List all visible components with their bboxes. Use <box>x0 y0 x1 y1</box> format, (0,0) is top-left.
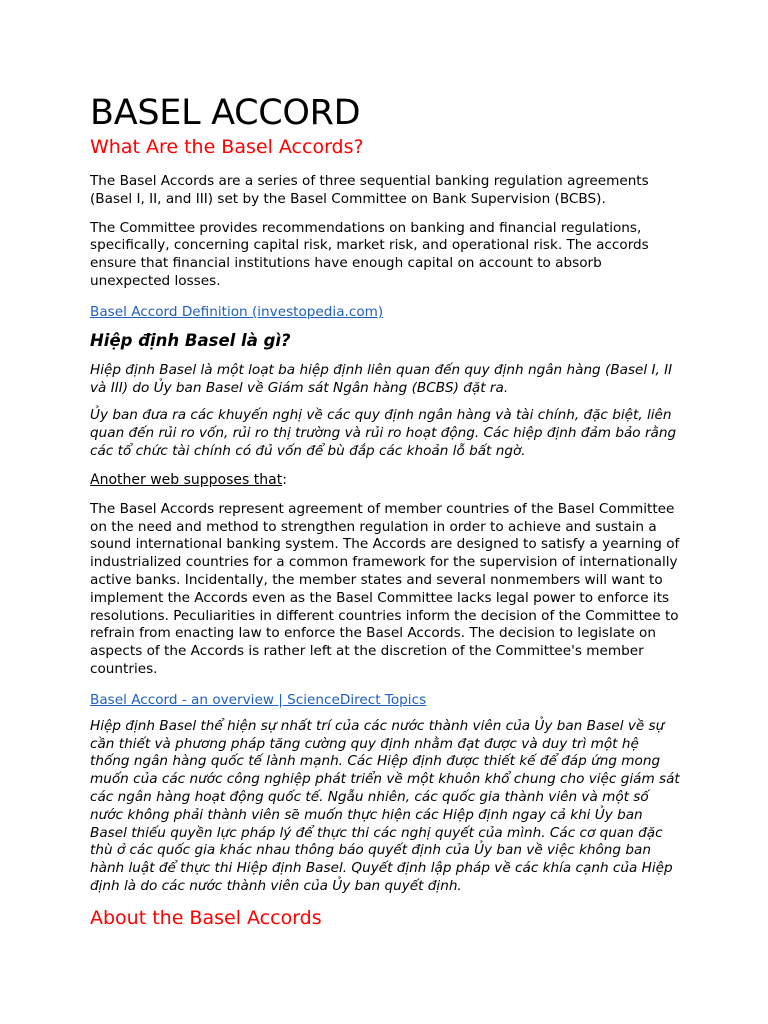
another-web-lead <box>90 471 680 490</box>
paragraph-basel-agreement: The Basel Accords represent agreement of member countries of the Basel Committee on the need and method to strengthen regulation in order to achieve and sustain a sound international banking system. The Accords are designed to satisfy a yearning of industrialized countries for a common framework for the supervision of internationally active banks. Incidentally, the member states and several nonmembers will want to implement the Accords even as the Basel Committee lacks legal power to enforce its resolutions. Peculiarities in different countries inform the decision of the Committee to refrain from enacting law to enforce the Basel Accords. The decision to legislate on aspects of the Accords is rather left at the discretion of the Committee's member countries. <box>90 500 680 677</box>
link-sciencedirect[interactable]: Basel Accord - an overview | ScienceDirect Topics <box>90 691 427 708</box>
paragraph-vi-committee: Ủy ban đưa ra các khuyến nghị về các quy định ngân hàng và tài chính, đặc biệt, liên quan đến rủi ro vốn, rủi ro thị trường và rủi ro hoạt động. Các hiệp định đảm bảo rằng các tổ chức tài chính có đủ vốn để bù đắp các khoản lỗ bất ngờ. <box>90 407 677 459</box>
section-heading-about: About the Basel Accords <box>90 906 322 929</box>
paragraph-vi-intro: Hiệp định Basel là một loạt ba hiệp định liên quan đến quy định ngân hàng (Basel I, II và III) do Ủy ban Basel về Giám sát Ngân hàng (BCBS) đặt ra. <box>90 361 673 396</box>
another-web-colon: : <box>282 471 287 488</box>
section-heading-vietnamese: Hiệp định Basel là gì? <box>90 330 291 350</box>
document-title: BASEL ACCORD <box>90 93 361 133</box>
link-investopedia[interactable]: Basel Accord Definition (investopedia.com) <box>90 303 384 320</box>
document-page <box>90 92 680 930</box>
paragraph-intro: The Basel Accords are a series of three sequential banking regulation agreements (Basel I, II, and III) set by the Basel Committee on Bank Supervision (BCBS). <box>90 173 649 207</box>
paragraph-committee: The Committee provides recommendations on banking and financial regulations, specifically, concerning capital risk, market risk, and operational risk. The accords ensure that financial institutions have enough capital on account to absorb unexpected losses. <box>90 219 649 289</box>
paragraph-vi-agreement: Hiệp định Basel thể hiện sự nhất trí của các nước thành viên của Ủy ban Basel về sự cần thiết và phương pháp tăng cường quy định nhằm đạt được và duy trì một hệ thống ngân hàng quốc tế lành mạnh. Các Hiệp định được thiết kế để đáp ứng mong muốn của các nước công nghiệp phát triển về một khuôn khổ chung cho việc giám sát các ngân hàng hoạt động quốc tế. Ngẫu nhiên, các quốc gia thành viên và một số nước không phải thành viên sẽ muốn thực hiện các Hiệp định ngay cả khi Ủy ban Basel thiếu quyền lực pháp lý để thực thi các nghị quyết của mình. Các cơ quan đặc thù ở các quốc gia khác nhau thông báo quyết định của Ủy ban về việc không ban hành luật để thực thi Hiệp định Basel. Quyết định lập pháp về các khía cạnh của Hiệp định là do các nước thành viên của Ủy ban quyết định. <box>90 717 680 894</box>
another-web-text: Another web supposes that <box>90 471 283 488</box>
section-heading-what-are: What Are the Basel Accords? <box>90 136 364 158</box>
